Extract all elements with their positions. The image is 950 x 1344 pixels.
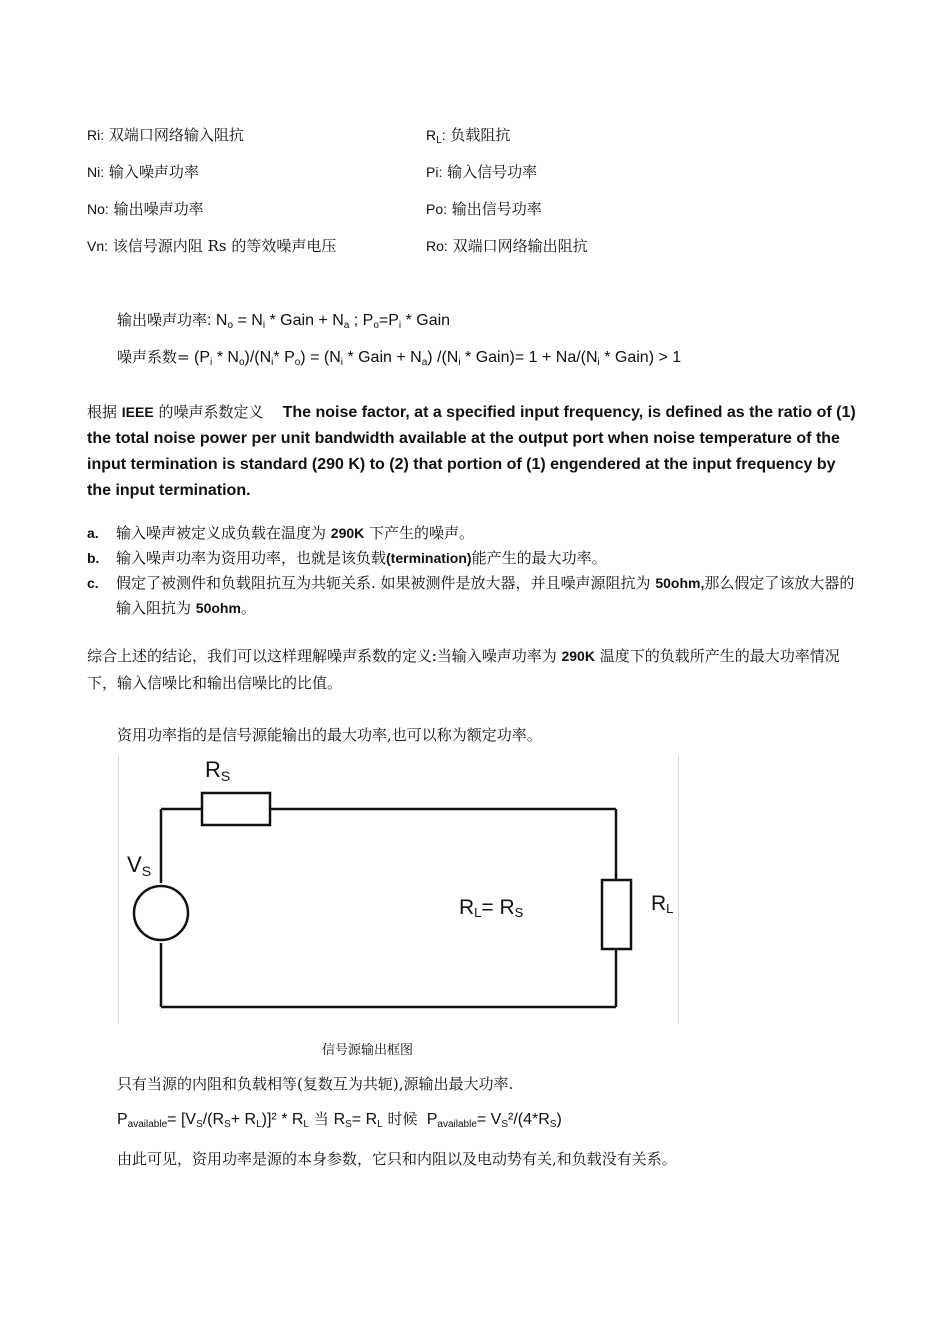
list-marker: c. bbox=[87, 575, 99, 591]
available-power-formula: $P_{available}= [V_S/(R_S+ R_L)]^2 * R_L$ 当 $R_S= R_L$ 时候 $P_{available}= V_S^2/(4*R_S)$ bbox=[117, 1110, 562, 1130]
def-desc: 输出噪声功率 bbox=[113, 200, 204, 218]
def-vn bbox=[87, 235, 336, 256]
rs-label: $R_S$ bbox=[205, 757, 231, 784]
def-symbol: Vn: bbox=[87, 238, 109, 254]
def-po bbox=[426, 198, 542, 219]
def-symbol: Po: bbox=[426, 201, 448, 217]
conclusion-text: 由此可见，资用功率是源的本身参数，它只和内阻以及电动势有关,和负载没有关系。 bbox=[117, 1150, 677, 1168]
def-desc: 输入信号功率 bbox=[447, 163, 538, 181]
list-marker: a. bbox=[87, 525, 99, 541]
noise-power-formula: 输出噪声功率: $N_o = N_i$ * Gain + $N_a$ ; $P_o=P_i$ * Gain bbox=[117, 311, 451, 331]
def-symbol: Ri: bbox=[87, 127, 105, 143]
def-desc: 负载阻抗 bbox=[450, 126, 511, 144]
formula-label: 噪声系数= bbox=[117, 348, 190, 366]
def-pi bbox=[426, 161, 537, 182]
summary-paragraph: 综合上述的结论，我们可以这样理解噪声系数的定义:当输入噪声功率为 290K 温度下的负载所产生的最大功率情况下，输入信噪比和输出信噪比的比值。 bbox=[87, 647, 840, 692]
def-symbol: $R_L$: bbox=[426, 127, 446, 146]
def-no bbox=[87, 198, 204, 219]
list-text: 假定了被测件和负载阻抗互为共轭关系. 如果被测件是放大器，并且噪声源阻抗为 50ohm,那么假定了该放大器的输入阻抗为 50ohm。 bbox=[116, 574, 855, 617]
list-text: 输入噪声功率为资用功率，也就是该负载(termination)能产生的最大功率。 bbox=[116, 549, 607, 567]
def-desc: 输出信号功率 bbox=[451, 200, 542, 218]
time-text: 时候 bbox=[387, 1110, 418, 1128]
noise-figure-formula: 噪声系数= $(P_i * N_o)/(N_i*$ $P_o) = (N_i$ * Gain + $N_a$) $/(N_i$ * Gain)= $1 + Na/(N_i$ * Gain) > 1 bbox=[117, 348, 682, 368]
circuit-diagram bbox=[118, 755, 679, 1024]
def-desc: 双端口网络输入阻抗 bbox=[108, 126, 244, 144]
rl-label: $R_L$ bbox=[651, 892, 674, 916]
formula-label: 输出噪声功率 bbox=[117, 311, 208, 329]
def-ri bbox=[87, 124, 244, 145]
rl-equals-rs-label: $R_L= R_S$ bbox=[459, 896, 524, 920]
def-symbol: Ni: bbox=[87, 164, 105, 180]
def-desc: 双端口网络输出阻抗 bbox=[452, 237, 588, 255]
max-power-note: 只有当源的内阻和负载相等(复数互为共轭),源输出最大功率. bbox=[117, 1075, 514, 1093]
when-text: 当 bbox=[313, 1110, 329, 1128]
def-ni bbox=[87, 161, 199, 182]
circuit-svg bbox=[119, 755, 678, 1024]
rs-resistor bbox=[202, 793, 270, 825]
figure-caption: 信号源输出框图 bbox=[322, 1043, 414, 1058]
rl-resistor bbox=[602, 880, 631, 949]
list-text: 输入噪声被定义成负载在温度为 290K 下产生的噪声。 bbox=[116, 524, 475, 542]
def-desc: 输入噪声功率 bbox=[108, 163, 199, 181]
def-symbol: Pi: bbox=[426, 164, 443, 180]
vs-label: $V_S$ bbox=[127, 852, 152, 879]
ieee-text: The noise factor, at a specified input frequency, is defined as the ratio of (1) the total noise power per unit bandwidth available at the output port when noise temperature of the input termination is standard (290 K) to (2) that portion of (1) engendered at the input frequency by the input termination. bbox=[87, 404, 856, 499]
available-power-note: 资用功率指的是信号源能输出的最大功率,也可以称为额定功率。 bbox=[117, 726, 542, 744]
list-item bbox=[87, 571, 862, 621]
ieee-lead: 根据 IEEE 的噪声系数定义 bbox=[87, 403, 264, 421]
voltage-source bbox=[134, 886, 188, 940]
def-ro bbox=[426, 235, 588, 256]
def-rl bbox=[426, 124, 510, 145]
list-marker: b. bbox=[87, 550, 100, 566]
list-item bbox=[87, 521, 862, 546]
def-desc: 该信号源内阻 Rs 的等效噪声电压 bbox=[112, 237, 337, 255]
def-symbol: No: bbox=[87, 201, 109, 217]
list-item bbox=[87, 546, 862, 571]
def-symbol: Ro: bbox=[426, 238, 448, 254]
ieee-definition bbox=[87, 399, 857, 503]
